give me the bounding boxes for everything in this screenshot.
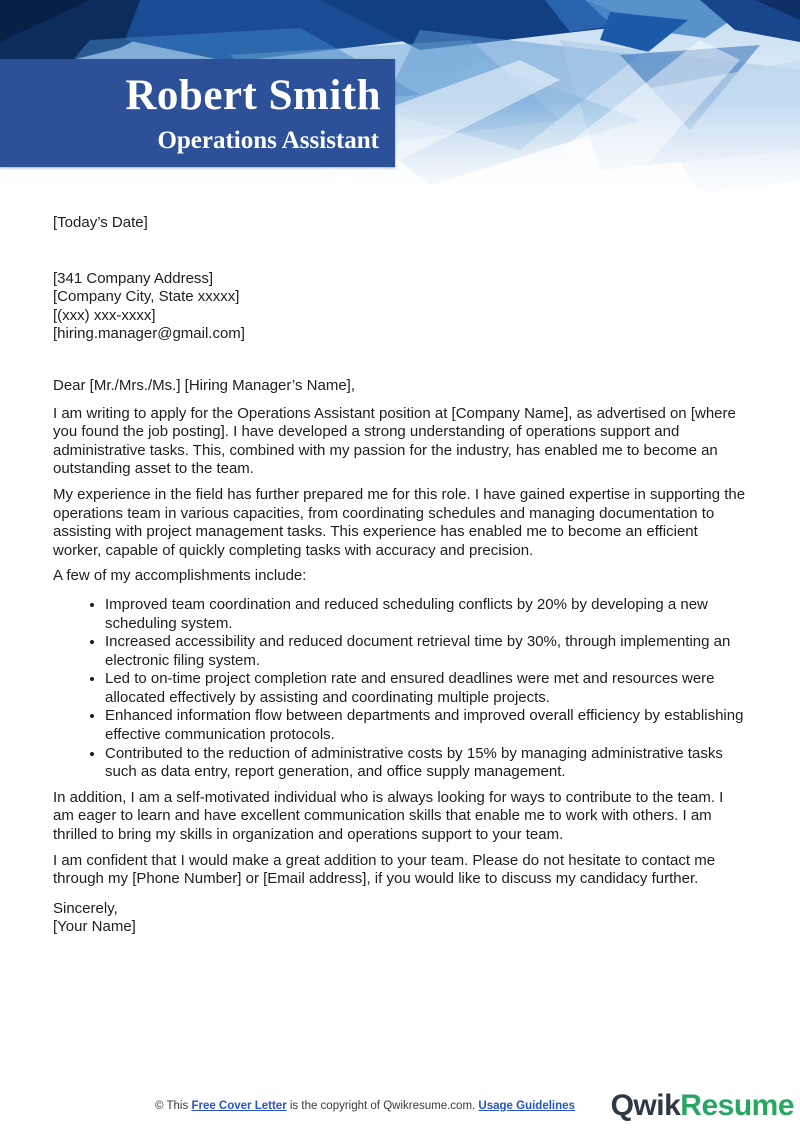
signature-name: [Your Name] [53, 918, 136, 936]
logo-text-resume: Resume [680, 1089, 794, 1122]
accomplishment-item: • Led to on-time project completion rate and ensured deadlines were met and resources were allocated effectively by assisting and coordinating multiple projects. [105, 670, 748, 707]
paragraph: I am writing to apply for the Operations Assistant position at [Company Name], as advertised on [where you found the job posting]. I have developed a strong understanding of operations support and administrative tasks. This, combined with my passion for the industry, has enabled me to become an outstanding asset to the team. [53, 404, 736, 478]
accomplishments-list [53, 596, 748, 782]
accomplishment-item: • Contributed to the reduction of administrative costs by 15% by managing administrative tasks such as data entry, report generation, and office supply management. [105, 745, 748, 782]
header-banner [0, 59, 395, 167]
accomplishments-intro: A few of my accomplishments include: [53, 567, 307, 585]
address-line: [(xxx) xxx-xxxx] [53, 306, 156, 324]
paragraph: I am confident that I would make a great addition to your team. Please do not hesitate to contact me through my [Phone Number] or [Email address], if you would like to discuss my candidacy further. [53, 851, 716, 888]
free-cover-letter-link[interactable]: Free Cover Letter [191, 1100, 287, 1112]
accomplishment-item: • Enhanced information flow between departments and improved overall efficiency by establishing effective communication protocols. [105, 707, 748, 744]
letter-body [53, 214, 748, 944]
copyright-middle: is the copyright of Qwikresume.com. [289, 1100, 476, 1112]
signoff-block [53, 900, 748, 937]
accomplishment-item: • Increased accessibility and reduced document retrieval time by 30%, through implementing an electronic filing system. [105, 633, 748, 670]
usage-guidelines-link[interactable]: Usage Guidelines [478, 1100, 575, 1112]
address-line: [341 Company Address] [53, 269, 214, 287]
qwikresume-logo[interactable] [611, 1089, 794, 1123]
signoff: Sincerely, [53, 899, 118, 917]
address-block [53, 270, 748, 344]
paragraph: My experience in the field has further prepared me for this role. I have gained expertise in supporting the operations team in various capacities, from coordinating schedules and managing documentation to assisting with project management tasks. This experience has enabled me to become an efficient worker, capable of quickly completing tasks with accuracy and precision. [53, 485, 746, 559]
person-title: Operations Assistant [157, 127, 379, 154]
paragraph: In addition, I am a self-motivated individual who is always looking for ways to contribute to the team. I am eager to learn and have excellent communication skills that enable me to work with others. I am thrilled to bring my skills in organization and operations support to your team. [53, 788, 724, 844]
person-name: Robert Smith [125, 72, 381, 119]
header [0, 0, 800, 200]
salutation: Dear [Mr./Mrs./Ms.] [Hiring Manager’s Name], [53, 376, 356, 394]
copyright-prefix: © This [155, 1100, 189, 1112]
logo-text-qwik: Qwik [610, 1089, 681, 1122]
accomplishment-item: • Improved team coordination and reduced scheduling conflicts by 20% by developing a new scheduling system. [105, 596, 748, 633]
date-line: [Today’s Date] [53, 214, 148, 231]
footer [0, 1082, 800, 1132]
address-line: [Company City, State xxxxx] [53, 288, 240, 306]
address-line: [hiring.manager@gmail.com] [53, 325, 245, 343]
